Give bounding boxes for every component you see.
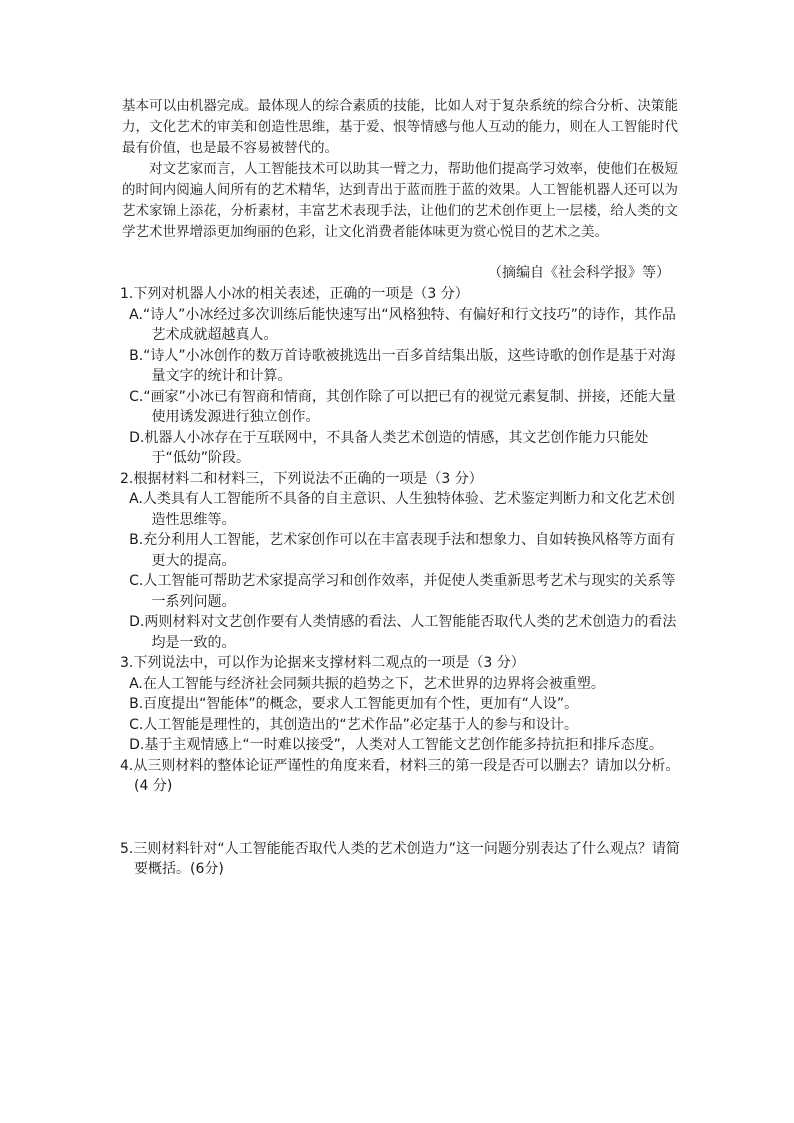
- question-3: [120, 653, 682, 756]
- option-a: A.人类具有人工智能所不具备的自主意识、人生独特体验、艺术鉴定判断力和文化艺术创造性思维等。: [129, 491, 675, 528]
- question-stem: 1.下列对机器人小冰的相关表述，正确的一项是（3 分）: [120, 286, 469, 302]
- question-5: [120, 839, 682, 880]
- option-b: B.百度提出“智能体”的概念，要求人工智能更加有个性，更加有“人设”。: [129, 696, 579, 712]
- question-stem: 2.根据材料二和材料三，下列说法不正确的一项是（3 分）: [120, 470, 483, 487]
- option-d: D.机器人小冰存在于互联网中，不具备人类艺术创造的情感，其文艺创作能力只能处于“低幼”阶段。: [129, 429, 649, 466]
- passage-source: （摘编自《社会科学报》等）: [488, 265, 670, 281]
- reading-passage: [122, 96, 678, 243]
- question-stem: 4.从三则材料的整体论证严谨性的角度来看，材料三的第一段是否可以删去？请加以分析。(4 分): [120, 757, 680, 794]
- option-a: A.在人工智能与经济社会同频共振的趋势之下，艺术世界的边界将会被重塑。: [129, 675, 605, 692]
- option-c: C.人工智能可帮助艺术家提高学习和创作效率，并促使人类重新思考艺术与现实的关系等一系列问题。: [129, 573, 676, 610]
- option-c: C.“画家”小冰已有智商和情商，其创作除了可以把已有的视觉元素复制、拼接，还能大量使用诱发源进行独立创作。: [129, 388, 676, 425]
- passage-paragraph-2: 对文艺家而言，人工智能技术可以助其一臂之力，帮助他们提高学习效率，使他们在极短的时间内阅遍人间所有的艺术精华，达到青出于蓝而胜于蓝的效果。人工智能机器人还可以为艺术家锦上添花，分析素材，丰富艺术表现手法，让他们的艺术创作更上一层楼，给人类的文学艺术世界增添更加绚丽的色彩，让文化消费者能体味更为赏心悦目的艺术之美。: [122, 161, 678, 240]
- option-a: A.“诗人”小冰经过多次训练后能快速写出“风格独特、有偏好和行文技巧”的诗作，其作品艺术成就超越真人。: [129, 306, 676, 343]
- question-stem: 3.下列说法中，可以作为论据来支撑材料二观点的一项是（3 分）: [120, 655, 525, 671]
- question-4: [120, 756, 682, 797]
- option-d: D.基于主观情感上“一时难以接受”，人类对人工智能文艺创作能多持抗拒和排斥态度。: [129, 737, 663, 753]
- question-stem: 5.三则材料针对“人工智能能否取代人类的艺术创造力”这一问题分别表达了什么观点？请简要概括。(6分): [120, 840, 680, 877]
- question-1: [120, 284, 682, 469]
- option-d: D.两则材料对文艺创作要有人类情感的看法、人工智能能否取代人类的艺术创造力的看法均是一致的。: [129, 614, 677, 651]
- passage-paragraph-1: 基本可以由机器完成。最体现人的综合素质的技能，比如人对于复杂系统的综合分析、决策能力，文化艺术的审美和创造性思维，基于爱、恨等情感与他人互动的能力，则在人工智能时代最有价值，也是最不容易被替代的。: [122, 98, 678, 156]
- option-c: C.人工智能是理性的，其创造出的“艺术作品”必定基于人的参与和设计。: [129, 716, 578, 733]
- option-b: B.“诗人”小冰创作的数万首诗歌被挑选出一百多首结集出版，这些诗歌的创作是基于对海量文字的统计和计算。: [129, 347, 676, 384]
- answer-space: [120, 797, 682, 839]
- question-2: [120, 469, 682, 654]
- question-list: [120, 284, 682, 880]
- option-b: B.充分利用人工智能，艺术家创作可以在丰富表现手法和想象力、自如转换风格等方面有更大的提高。: [129, 532, 676, 569]
